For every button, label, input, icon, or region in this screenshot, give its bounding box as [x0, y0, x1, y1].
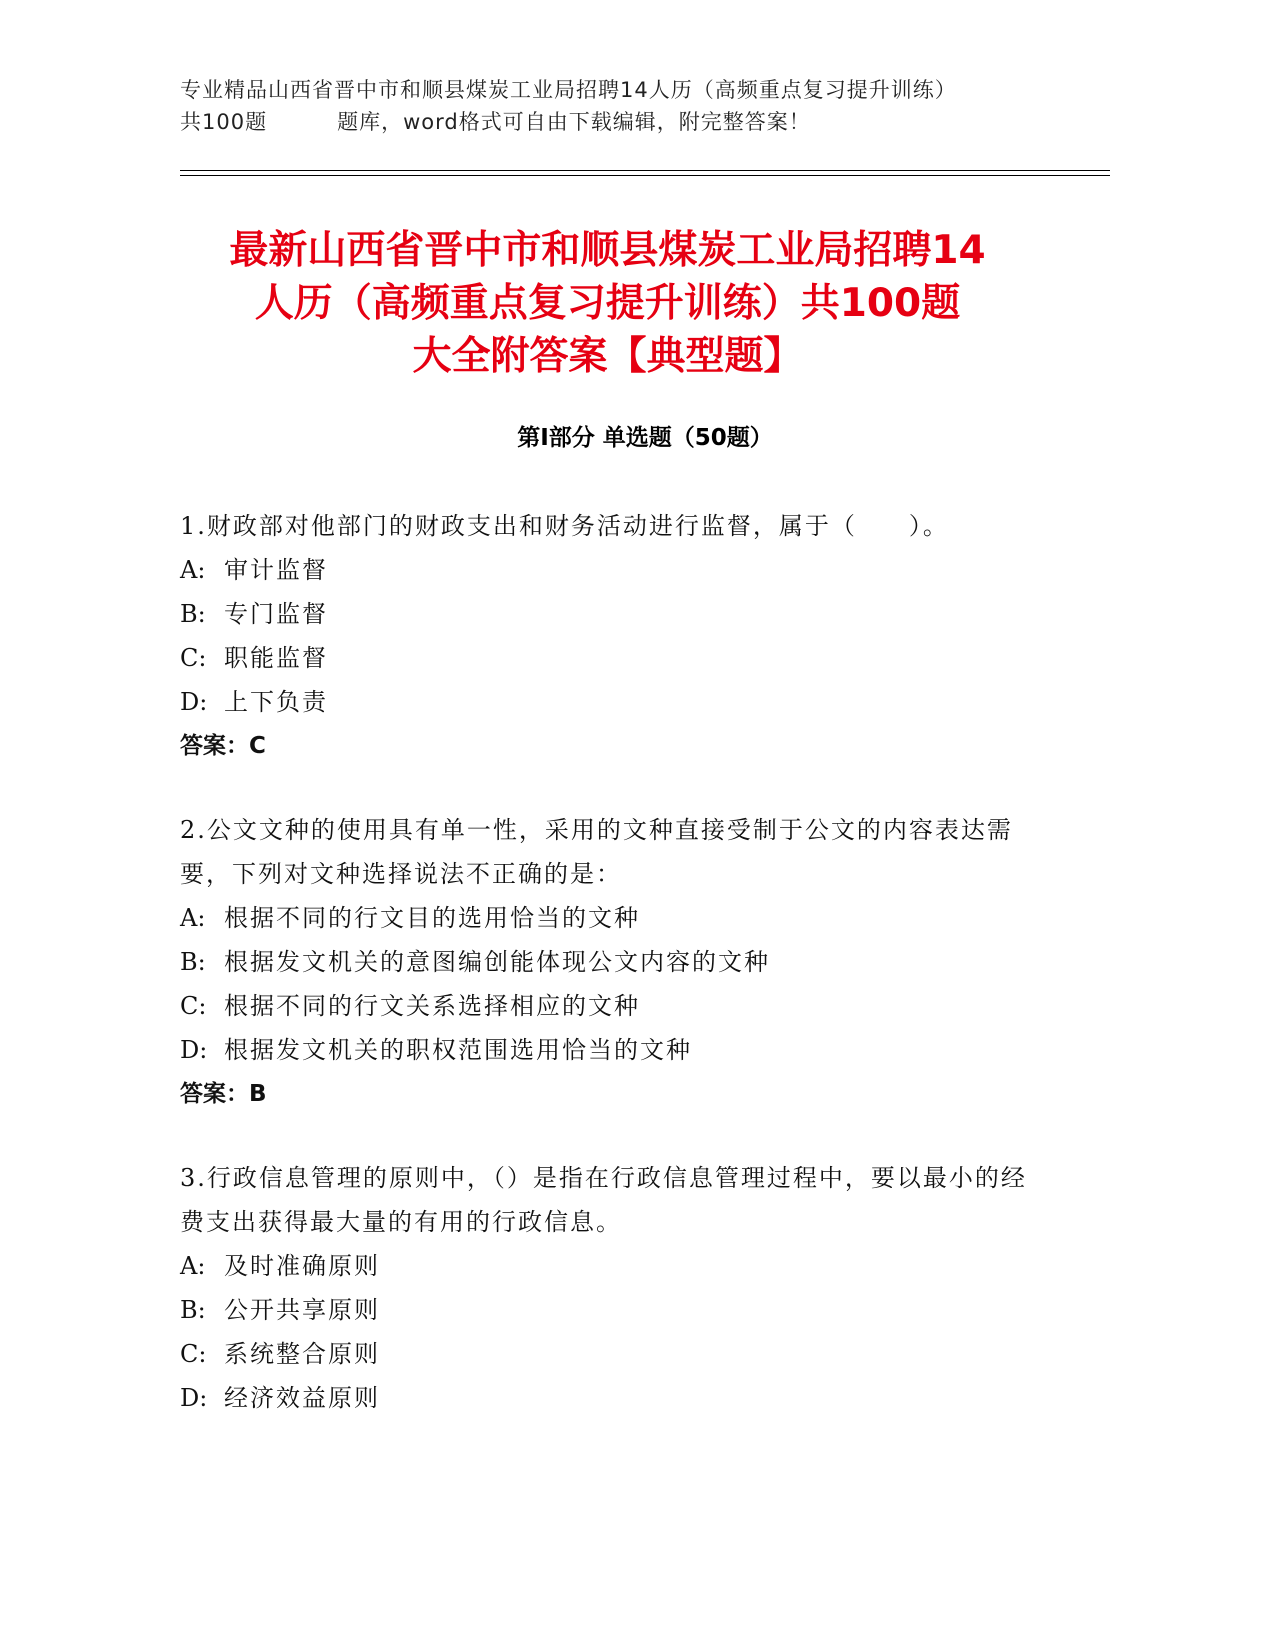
title-line-1: 最新山西省晋中市和顺县煤炭工业局招聘14 — [229, 228, 986, 273]
question-stem: 3.行政信息管理的原则中，（）是指在行政信息管理过程中，要以最小的经费支出获得最大量的有用的行政信息。 — [180, 1164, 1027, 1236]
option-text: 专门监督 — [224, 600, 328, 628]
option-text: 根据不同的行文关系选择相应的文种 — [224, 992, 640, 1020]
option-b — [180, 940, 1050, 984]
option-letter: C: — [180, 1340, 207, 1368]
option-b — [180, 1288, 1050, 1332]
header-rule-top — [180, 170, 1110, 171]
option-text: 根据发文机关的意图编创能体现公文内容的文种 — [224, 948, 770, 976]
option-text: 上下负责 — [224, 688, 328, 716]
option-text: 根据发文机关的职权范围选用恰当的文种 — [224, 1036, 692, 1064]
option-d — [180, 1376, 1050, 1420]
option-text: 审计监督 — [224, 556, 328, 584]
option-text: 公开共享原则 — [224, 1296, 380, 1324]
option-letter: D: — [180, 688, 208, 716]
option-letter: D: — [180, 1036, 208, 1064]
option-d — [180, 680, 1050, 724]
header-description: 题库，word格式可自由下载编辑，附完整答案！ — [337, 110, 811, 134]
answer: 答案：C — [180, 733, 266, 759]
option-text: 职能监督 — [224, 644, 328, 672]
header-rule-bottom — [180, 175, 1110, 176]
option-letter: A: — [180, 1252, 206, 1280]
option-letter: B: — [180, 948, 206, 976]
question-1 — [180, 504, 1050, 768]
option-c — [180, 1332, 1050, 1376]
answer: 答案：B — [180, 1081, 267, 1107]
title-line-2: 人历（高频重点复习提升训练）共100题 — [254, 281, 961, 326]
option-a — [180, 548, 1050, 592]
question-3 — [180, 1156, 1050, 1420]
header-question-count: 共100题 — [180, 110, 268, 134]
question-stem: 2.公文文种的使用具有单一性，采用的文种直接受制于公文的内容表达需要，下列对文种选择说法不正确的是： — [180, 816, 1013, 888]
document-title — [150, 224, 1065, 383]
option-a — [180, 896, 1050, 940]
option-a — [180, 1244, 1050, 1288]
option-c — [180, 984, 1050, 1028]
option-letter: D: — [180, 1384, 208, 1412]
option-letter: C: — [180, 992, 207, 1020]
question-stem: 1.财政部对他部门的财政支出和财务活动进行监督，属于（ ）。 — [180, 512, 949, 540]
title-line-3: 大全附答案【典型题】 — [412, 334, 803, 379]
option-letter: B: — [180, 1296, 206, 1324]
option-letter: C: — [180, 644, 207, 672]
option-letter: A: — [180, 904, 206, 932]
section-title: 第Ⅰ部分 单选题（50题） — [517, 425, 773, 451]
option-letter: A: — [180, 556, 206, 584]
option-letter: B: — [180, 600, 206, 628]
header-line-2 — [180, 106, 1110, 138]
option-b — [180, 592, 1050, 636]
option-text: 系统整合原则 — [224, 1340, 380, 1368]
page-header — [180, 74, 1110, 138]
header-line-1: 专业精品山西省晋中市和顺县煤炭工业局招聘14人历（高频重点复习提升训练） — [180, 78, 957, 102]
option-text: 根据不同的行文目的选用恰当的文种 — [224, 904, 640, 932]
option-d — [180, 1028, 1050, 1072]
option-text: 经济效益原则 — [224, 1384, 380, 1412]
option-c — [180, 636, 1050, 680]
question-2 — [180, 808, 1050, 1116]
option-text: 及时准确原则 — [224, 1252, 380, 1280]
